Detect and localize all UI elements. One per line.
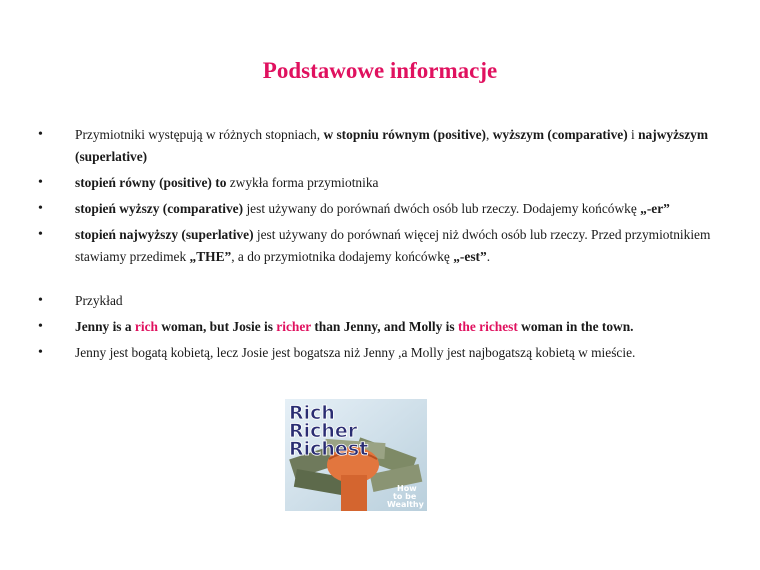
text-run: . bbox=[486, 249, 491, 264]
caption-line: How bbox=[397, 484, 417, 493]
word-richest: the richest bbox=[457, 319, 518, 334]
text-run: zwykła forma przymiotnika bbox=[226, 175, 379, 190]
article-the: „THE” bbox=[189, 249, 232, 264]
text-run: i bbox=[627, 127, 639, 142]
word-richer: richer bbox=[276, 319, 311, 334]
text-run: Jenny is a bbox=[75, 319, 135, 334]
example-sentence-en bbox=[75, 319, 634, 334]
slide-title: Podstawowe informacje bbox=[262, 58, 498, 83]
term-comparative: wyższym (comparative) bbox=[492, 127, 628, 142]
bullet-icon: • bbox=[38, 345, 43, 360]
illustration-svg bbox=[285, 399, 427, 511]
bullet-icon: • bbox=[38, 227, 43, 242]
text-run: woman, but Josie is bbox=[157, 319, 277, 334]
list-item bbox=[38, 172, 718, 194]
text-run: than Jenny, and Molly is bbox=[310, 319, 458, 334]
bullet-icon: • bbox=[38, 293, 43, 308]
bullet-icon: • bbox=[38, 201, 43, 216]
list-item bbox=[38, 342, 718, 364]
text-run: , a do przymiotnika dodajemy końcówkę bbox=[231, 249, 454, 264]
text-run: , bbox=[486, 127, 493, 142]
term-positive: w stopniu równym (positive) bbox=[323, 127, 486, 142]
list-item bbox=[38, 316, 718, 338]
word-richer-graphic: Richer bbox=[289, 420, 358, 442]
word-richest-graphic: Richest bbox=[289, 438, 369, 460]
word-rich: rich bbox=[134, 319, 158, 334]
bullet-list bbox=[38, 124, 718, 368]
caption-line: Wealthy bbox=[387, 500, 424, 509]
list-item bbox=[38, 224, 718, 268]
example-heading: Przykład bbox=[75, 293, 123, 308]
example-sentence-pl: Jenny jest bogatą kobietą, lecz Josie jest bogatsza niż Jenny ,a Molly jest najbogatszą kobietą w mieście. bbox=[75, 345, 636, 360]
list-item bbox=[38, 290, 718, 312]
term-positive: stopień równy (positive) to bbox=[75, 175, 227, 190]
text-run: jest używany do porównań dwóch osób lub rzeczy. Dodajemy końcówkę bbox=[243, 201, 641, 216]
bullet-icon: • bbox=[38, 319, 43, 334]
suffix-est: „-est” bbox=[453, 249, 487, 264]
term-superlative: stopień najwyższy (superlative) bbox=[75, 227, 254, 242]
suffix-er: „-er” bbox=[640, 201, 670, 216]
caption-line: to be bbox=[393, 492, 417, 501]
term-comparative: stopień wyższy (comparative) bbox=[75, 201, 244, 216]
bullet-icon: • bbox=[38, 175, 43, 190]
term-superlative: najwyższym (superlative) bbox=[75, 127, 709, 164]
bullet-icon: • bbox=[38, 127, 43, 142]
text-run: woman in the town. bbox=[517, 319, 634, 334]
rich-richer-richest-image bbox=[285, 399, 427, 511]
text-run: Przymiotniki występują w różnych stopniach, bbox=[75, 127, 324, 142]
text-run: jest używany do porównań więcej niż dwóch osób lub rzeczy. Przed przymiotnikiem stawiamy przedimek bbox=[75, 227, 711, 264]
list-item bbox=[38, 124, 718, 168]
word-rich-graphic: Rich bbox=[289, 402, 335, 424]
list-item bbox=[38, 198, 718, 220]
